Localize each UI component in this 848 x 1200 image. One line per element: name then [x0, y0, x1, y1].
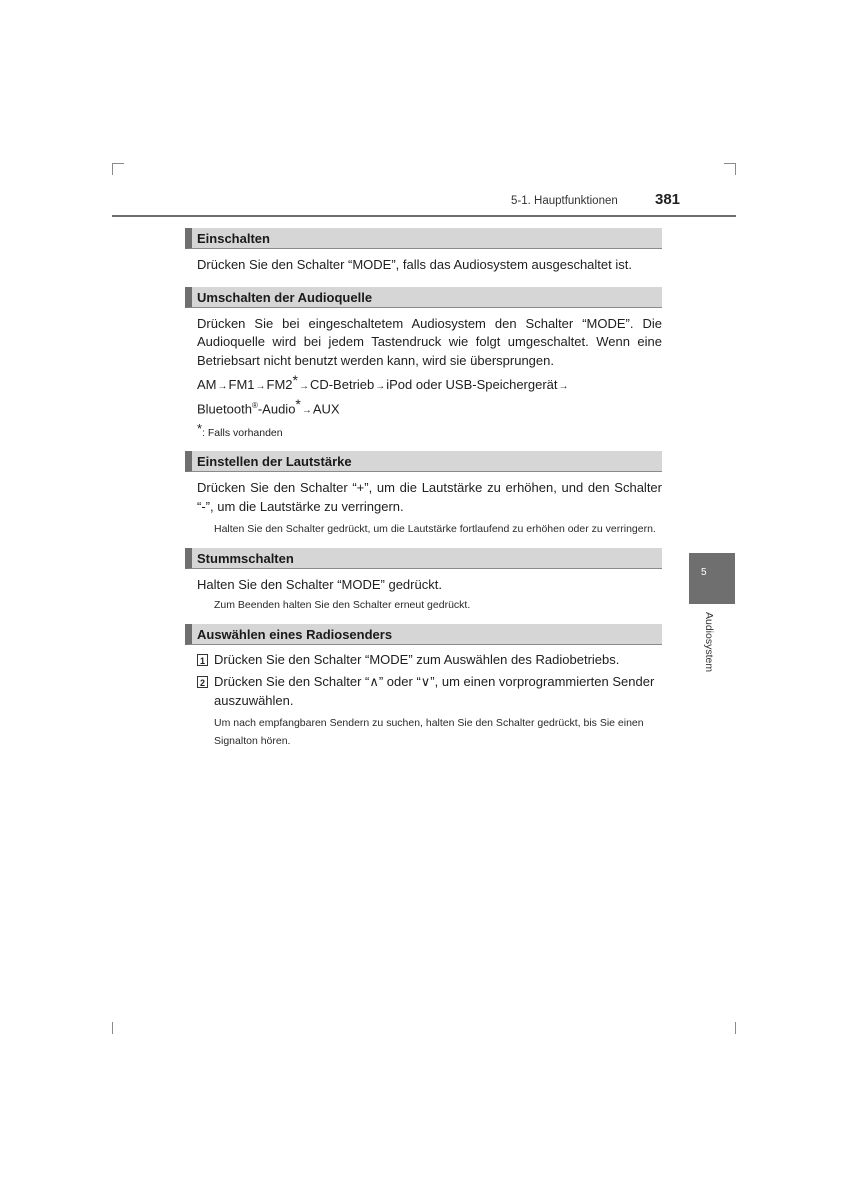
section-heading-lautstaerke: Einstellen der Lautstärke	[185, 451, 662, 472]
footnote-text: : Falls vorhanden	[202, 427, 283, 440]
page-content	[185, 228, 662, 750]
section-note-stumm: Zum Beenden halten Sie den Schalter erneut gedrückt.	[214, 599, 471, 612]
source-fm2: FM2	[266, 377, 293, 392]
source-aux: AUX	[312, 400, 340, 416]
source-bluetooth-suffix: -Audio	[257, 400, 296, 416]
crop-mark	[112, 163, 124, 164]
source-fm1: FM1	[228, 377, 255, 392]
chapter-tab	[689, 553, 735, 604]
step-item	[197, 651, 662, 670]
chapter-tab-label: Audiosystem	[703, 612, 715, 673]
source-cd: CD-Betrieb	[309, 377, 375, 392]
arrow-icon: →	[375, 381, 386, 392]
asterisk-marker: *	[197, 421, 203, 437]
section-heading-audioquelle: Umschalten der Audioquelle	[185, 287, 662, 308]
arrow-icon: →	[558, 381, 569, 392]
step-number-box: 2	[197, 676, 208, 688]
arrow-icon: →	[255, 381, 266, 392]
chapter-tab-number: 5	[701, 567, 707, 578]
step-number-box: 1	[197, 654, 208, 666]
crop-mark	[112, 1022, 113, 1034]
source-ipod-usb: iPod oder USB-Speichergerät	[386, 377, 558, 392]
step-item	[197, 673, 662, 710]
section-body-einschalten: Drücken Sie den Schalter “MODE”, falls das Audiosystem ausgeschaltet ist.	[197, 257, 632, 272]
asterisk-marker: *	[295, 395, 301, 412]
source-sequence	[197, 372, 662, 420]
arrow-icon: →	[217, 381, 228, 392]
section-note-radio: Um nach empfangbaren Sendern zu suchen, halten Sie den Schalter gedrückt, bis Sie einen Signalton hören.	[214, 717, 644, 747]
crop-mark	[735, 163, 736, 175]
asterisk-marker: *	[292, 372, 298, 388]
crop-mark	[735, 1022, 736, 1034]
section-body-audioquelle: Drücken Sie bei eingeschaltetem Audiosystem den Schalter “MODE”. Die Audioquelle wird bei jedem Tastendruck wie folgt umgeschaltet. Wenn eine Betriebsart nicht benutzt werden kann, wird sie übersprungen.	[197, 315, 662, 368]
crop-mark	[112, 163, 113, 175]
section-body-lautstaerke: Drücken Sie den Schalter “+”, um die Lautstärke zu erhöhen, und den Schalter “-”, um die Lautstärke zu verringern.	[197, 480, 662, 514]
step-text: Drücken Sie den Schalter “MODE” zum Auswählen des Radiobetriebs.	[214, 651, 620, 667]
section-body-stumm: Halten Sie den Schalter “MODE” gedrückt.	[197, 576, 442, 592]
footnote	[197, 421, 662, 441]
section-heading-radio: Auswählen eines Radiosenders	[185, 624, 662, 645]
source-bluetooth: Bluetooth	[197, 400, 252, 416]
registered-mark: ®	[251, 400, 258, 410]
header-section-title: 5-1. Hauptfunktionen	[511, 195, 618, 207]
arrow-icon: →	[301, 404, 312, 416]
section-note-lautstaerke: Halten Sie den Schalter gedrückt, um die Lautstärke fortlaufend zu erhöhen oder zu verringern.	[214, 523, 656, 536]
source-am: AM	[197, 377, 217, 392]
step-text: Drücken Sie den Schalter “∧” oder “∨”, um einen vorprogrammierten Sender auszuwählen.	[214, 674, 655, 708]
arrow-icon: →	[298, 381, 309, 392]
section-heading-stumm: Stummschalten	[185, 548, 662, 569]
section-heading-einschalten: Einschalten	[185, 228, 662, 249]
page-number: 381	[655, 191, 681, 208]
header-rule	[112, 215, 736, 217]
